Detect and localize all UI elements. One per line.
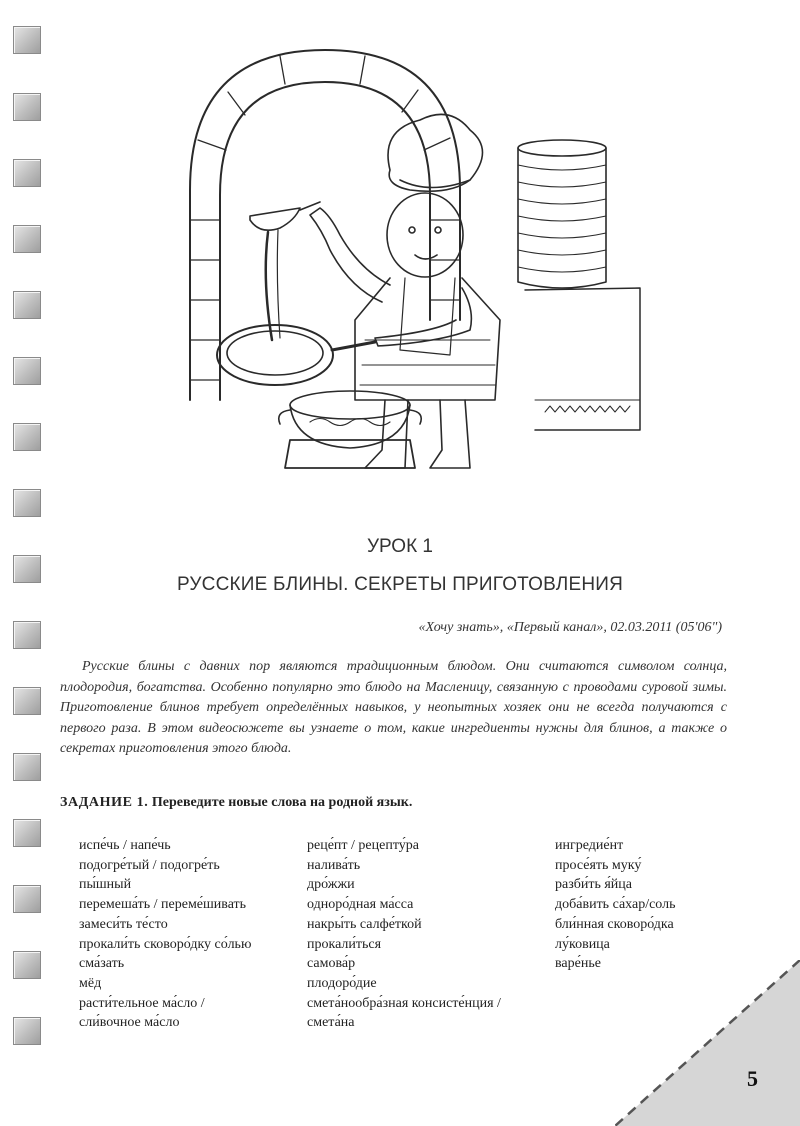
vocab-item: перемеша́ть / переме́шивать — [79, 897, 247, 913]
task-label: ЗАДАНИЕ 1. — [60, 795, 149, 810]
vocab-item: расти́тельное ма́сло / — [79, 995, 205, 1011]
vocab-item: варе́нье — [555, 956, 601, 972]
cook-illustration — [150, 20, 670, 495]
binding-hole — [13, 489, 41, 517]
vocab-item: накры́ть салфе́ткой — [307, 916, 422, 932]
vocab-item: лу́ковица — [555, 936, 610, 952]
binding-hole — [13, 753, 41, 781]
vocabulary-column-2 — [307, 836, 501, 1033]
binding-hole — [13, 26, 41, 54]
page-number: 5 — [747, 1066, 758, 1091]
binding-hole — [13, 951, 41, 979]
binding-hole — [13, 225, 41, 253]
vocab-item: подогре́тый / подогре́ть — [79, 857, 220, 873]
vocab-item: смета́на — [307, 1015, 355, 1031]
lesson-number: УРОК 1 — [366, 536, 434, 557]
vocab-item: реце́пт / рецепту́ра — [307, 838, 419, 853]
vocab-item: самова́р — [307, 956, 356, 972]
lesson-title: РУССКИЕ БЛИНЫ. СЕКРЕТЫ ПРИГОТОВЛЕНИЯ — [176, 574, 624, 595]
vocab-item: прокали́ть сковоро́дку со́лью — [79, 936, 252, 952]
vocab-item: сли́вочное ма́сло — [79, 1015, 180, 1031]
vocab-item: ингредие́нт — [555, 838, 624, 853]
task-instruction: Переведите новые слова на родной язык. — [151, 795, 413, 810]
binding-hole — [13, 423, 41, 451]
binding-hole — [13, 885, 41, 913]
vocab-item: просе́ять муку́ — [555, 857, 642, 873]
vocabulary-column-1 — [79, 836, 251, 1033]
vocab-item: дро́жжи — [307, 877, 355, 893]
video-source: «Хочу знать», «Первый канал», 02.03.2011 (05'06") — [418, 620, 722, 635]
vocab-item: смета́нообра́зная консисте́нция / — [307, 995, 501, 1011]
binding-hole — [13, 93, 41, 121]
vocab-item: доба́вить са́хар/соль — [555, 897, 676, 913]
vocab-item: пы́шный — [79, 877, 132, 893]
binding-hole — [13, 357, 41, 385]
binding-hole — [13, 621, 41, 649]
vocab-item: налива́ть — [307, 857, 361, 873]
vocab-item: замеси́ть те́сто — [79, 916, 168, 932]
vocabulary-column-3 — [555, 836, 675, 974]
binding-hole — [13, 819, 41, 847]
vocab-item: бли́нная сковоро́дка — [555, 916, 674, 932]
vocab-item: сма́зать — [79, 956, 125, 972]
binding-hole — [13, 291, 41, 319]
binding-hole — [13, 1017, 41, 1045]
vocab-item: одноро́дная ма́сса — [307, 897, 414, 913]
intro-paragraph: Русские блины с давних пор являются традиционным блюдом. Они считаются символом солнца, плодородия, богатства. Особенно популярно это блюдо на Масленицу, связанную с проводами суровой зимы. Приготовление блинов требует определённых навыков, у неопытных хозяек они не всегда получаются с первого раза. В этом видеосюжете вы узнаете о том, какие ингредиенты нужны для блинов, а также о секретах приготовления этого блюда. — [60, 659, 727, 756]
vocab-item: мёд — [79, 975, 102, 991]
page-corner-decoration — [615, 960, 800, 1126]
vocab-item: прокали́ться — [307, 936, 382, 952]
vocab-item: разби́ть я́йца — [555, 877, 632, 893]
vocab-item: плодоро́дие — [307, 975, 377, 991]
binding-hole — [13, 687, 41, 715]
binding-hole — [13, 159, 41, 187]
task-heading — [60, 795, 412, 811]
vocab-item: испе́чь / напе́чь — [79, 838, 171, 853]
